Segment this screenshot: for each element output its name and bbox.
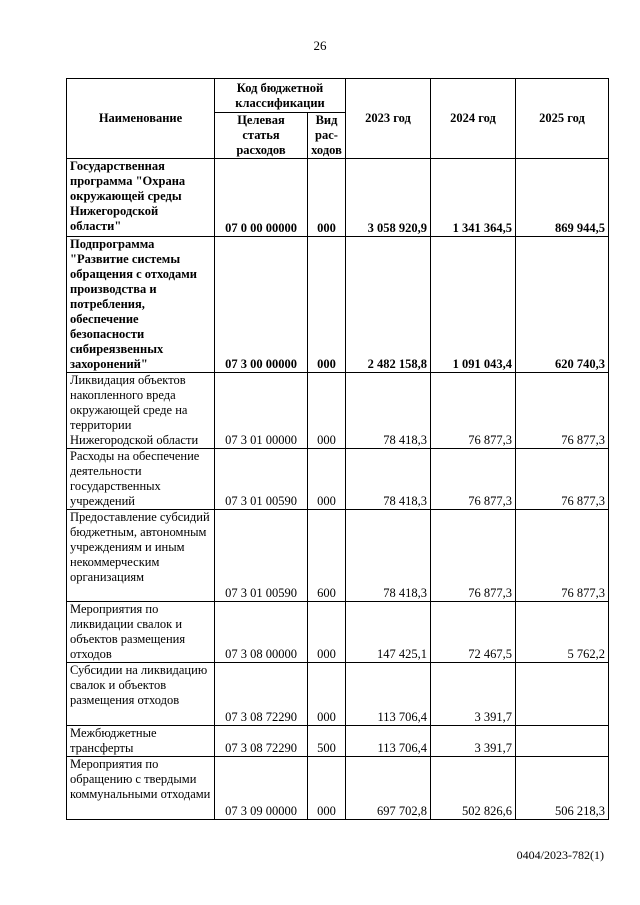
header-expense-type: Вид рас-ходов <box>308 113 346 159</box>
row-value-2023: 113 706,4 <box>346 663 431 726</box>
row-value-2023: 78 418,3 <box>346 373 431 449</box>
row-target-code: 07 3 01 00590 <box>215 510 308 602</box>
row-value-2024: 76 877,3 <box>431 510 516 602</box>
table-row <box>67 726 609 757</box>
row-expense-type: 000 <box>308 663 346 726</box>
row-target-code: 07 3 00 00000 <box>215 237 308 373</box>
row-expense-type: 000 <box>308 373 346 449</box>
table-row <box>67 757 609 820</box>
row-expense-type: 000 <box>308 159 346 237</box>
row-value-2024: 3 391,7 <box>431 726 516 757</box>
header-2025: 2025 год <box>516 79 609 159</box>
row-name: Государственная программа "Охрана окружающей среды Нижегородской области" <box>67 159 215 237</box>
row-target-code: 07 3 08 72290 <box>215 663 308 726</box>
row-value-2024: 3 391,7 <box>431 663 516 726</box>
table-row <box>67 373 609 449</box>
row-value-2024: 76 877,3 <box>431 373 516 449</box>
row-value-2025 <box>516 663 609 726</box>
header-target-article: Целевая статья расходов <box>215 113 308 159</box>
row-value-2023: 147 425,1 <box>346 602 431 663</box>
row-value-2025: 506 218,3 <box>516 757 609 820</box>
row-value-2025: 76 877,3 <box>516 510 609 602</box>
row-value-2023: 78 418,3 <box>346 510 431 602</box>
row-value-2024: 502 826,6 <box>431 757 516 820</box>
row-expense-type: 500 <box>308 726 346 757</box>
row-name: Ликвидация объектов накопленного вреда окружающей среде на территории Нижегородской области <box>67 373 215 449</box>
row-value-2023: 78 418,3 <box>346 449 431 510</box>
row-target-code: 07 3 01 00000 <box>215 373 308 449</box>
row-expense-type: 600 <box>308 510 346 602</box>
row-value-2025: 76 877,3 <box>516 373 609 449</box>
table-body <box>67 159 609 820</box>
row-value-2023: 697 702,8 <box>346 757 431 820</box>
document-code: 0404/2023-782(1) <box>516 848 604 862</box>
table-row <box>67 449 609 510</box>
row-value-2023: 2 482 158,8 <box>346 237 431 373</box>
row-value-2025: 5 762,2 <box>516 602 609 663</box>
row-name: Межбюджетные трансферты <box>67 726 215 757</box>
row-value-2024: 76 877,3 <box>431 449 516 510</box>
header-2024: 2024 год <box>431 79 516 159</box>
row-value-2023: 113 706,4 <box>346 726 431 757</box>
table-row <box>67 663 609 726</box>
row-value-2024: 1 091 043,4 <box>431 237 516 373</box>
row-target-code: 07 3 08 00000 <box>215 602 308 663</box>
row-expense-type: 000 <box>308 449 346 510</box>
header-name: Наименование <box>67 79 215 159</box>
row-name: Предоставление субсидий бюджетным, автономным учреждениям и иным некоммерческим организациям <box>67 510 215 602</box>
row-value-2024: 72 467,5 <box>431 602 516 663</box>
budget-table <box>66 78 609 820</box>
row-target-code: 07 0 00 00000 <box>215 159 308 237</box>
row-expense-type: 000 <box>308 602 346 663</box>
row-value-2025: 76 877,3 <box>516 449 609 510</box>
header-code-group: Код бюджетной классификации <box>215 79 346 113</box>
header-2023: 2023 год <box>346 79 431 159</box>
row-target-code: 07 3 01 00590 <box>215 449 308 510</box>
table-row <box>67 159 609 237</box>
row-target-code: 07 3 09 00000 <box>215 757 308 820</box>
page-number: 26 <box>313 38 327 53</box>
row-expense-type: 000 <box>308 757 346 820</box>
table-row <box>67 602 609 663</box>
row-name: Мероприятия по ликвидации свалок и объектов размещения отходов <box>67 602 215 663</box>
table-row <box>67 510 609 602</box>
row-expense-type: 000 <box>308 237 346 373</box>
row-target-code: 07 3 08 72290 <box>215 726 308 757</box>
row-value-2025: 620 740,3 <box>516 237 609 373</box>
row-value-2024: 1 341 364,5 <box>431 159 516 237</box>
row-value-2023: 3 058 920,9 <box>346 159 431 237</box>
row-name: Субсидии на ликвидацию свалок и объектов размещения отходов <box>67 663 215 726</box>
row-value-2025 <box>516 726 609 757</box>
table-row <box>67 237 609 373</box>
row-name: Расходы на обеспечение деятельности государственных учреждений <box>67 449 215 510</box>
row-value-2025: 869 944,5 <box>516 159 609 237</box>
row-name: Мероприятия по обращению с твердыми коммунальными отходами <box>67 757 215 820</box>
row-name: Подпрограмма "Развитие системы обращения с отходами производства и потребления, обеспечение безопасности сибиреязвенных захоронений" <box>67 237 215 373</box>
